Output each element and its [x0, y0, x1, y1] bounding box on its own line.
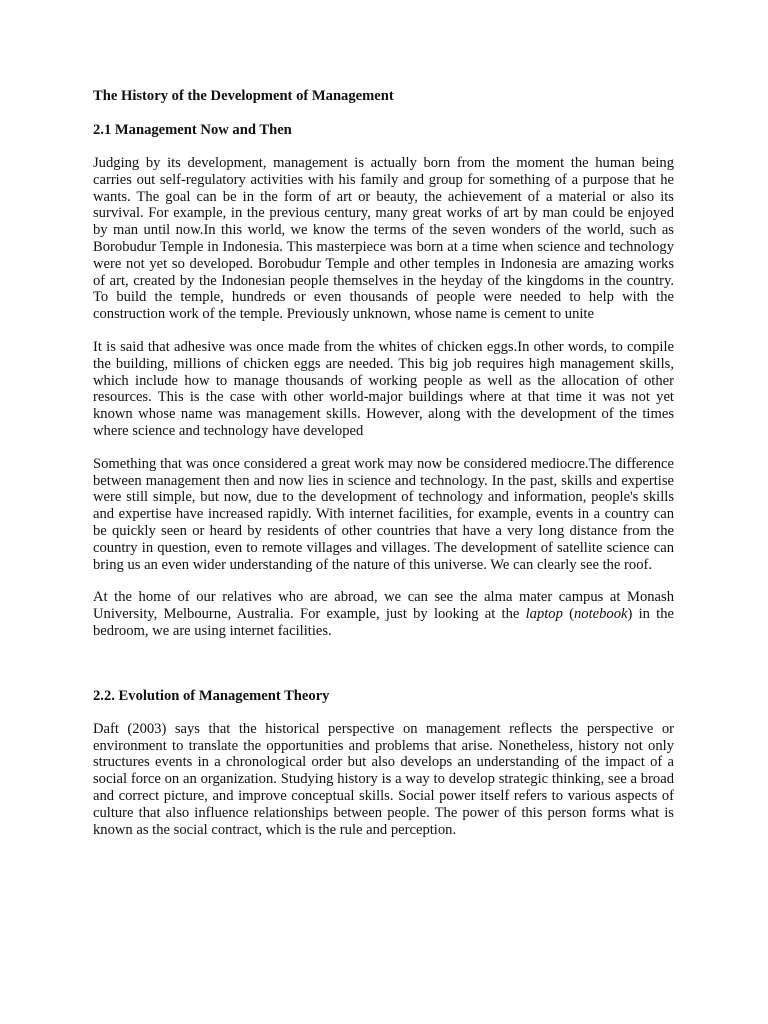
section-heading-management-now-and-then: 2.1 Management Now and Then [93, 122, 292, 138]
paragraph-text: ) in the bedroom, we are using internet facilities. [93, 606, 674, 639]
italic-term-laptop: laptop [525, 606, 563, 623]
document-title: The History of the Development of Management [93, 88, 394, 104]
paragraph-text: ( [562, 606, 574, 623]
document-body [93, 88, 674, 838]
paragraph: It is said that adhesive was once made from the whites of chicken eggs.In other words, to compile the building, millions of chicken eggs are needed. This big job requires high management skills, which include how to manage thousands of working people as well as the allocation of other resources. This is the case with other world-major buildings where at that time it was not yet known whose name was management skills. However, along with the development of the times where science and technology have developed [93, 338, 674, 439]
italic-term-notebook: notebook [573, 606, 628, 623]
paragraph: Something that was once considered a great work may now be considered mediocre.The difference between management then and now lies in science and technology. In the past, skills and expertise were still simple, but now, due to the development of technology and information, people's skills and expertise have increased rapidly. With internet facilities, for example, events in a country can be quickly seen or heard by residents of other countries that have a very long distance from the country in question, even to remote villages and villages. The development of satellite science can bring us an even wider understanding of the nature of this universe. We can clearly see the roof. [93, 455, 674, 573]
paragraph: Judging by its development, management is actually born from the moment the human being carries out self-regulatory activities with his family and group for something of a purpose that he wants. The goal can be in the form of art or beauty, the achievement of a material or also its survival. For example, in the previous century, many great works of art by man could be enjoyed by man until now.In this world, we know the terms of the seven wonders of the world, such as Borobudur Temple in Indonesia. This masterpiece was born at a time when science and technology were not yet so developed. Borobudur Temple and other temples in Indonesia are amazing works of art, created by the Indonesian people themselves in the heyday of the kingdoms in the country. To build the temple, hundreds or even thousands of people were needed to help with the construction work of the temple. Previously unknown, whose name is cement to unite [93, 155, 674, 323]
section-heading-evolution-of-management-theory: 2.2. Evolution of Management Theory [93, 687, 330, 704]
paragraph: Daft (2003) says that the historical perspective on management reflects the perspective or environment to translate the opportunities and problems that arise. Nonetheless, history not only structures events in a chronological order but also develops an understanding of the impact of a social force on an organization. Studying history is a way to develop strategic thinking, see a broad and correct picture, and improve conceptual skills. Social power itself refers to various aspects of culture that also influence relationships between people. The power of this person forms what is known as the social contract, which is the rule and perception. [93, 720, 674, 838]
paragraph-text: At the home of our relatives who are abroad, we can see the alma mater campus at Monash University, Melbourne, Australia. For example, just by looking at the [93, 589, 674, 623]
paragraph-with-italics [93, 589, 674, 639]
